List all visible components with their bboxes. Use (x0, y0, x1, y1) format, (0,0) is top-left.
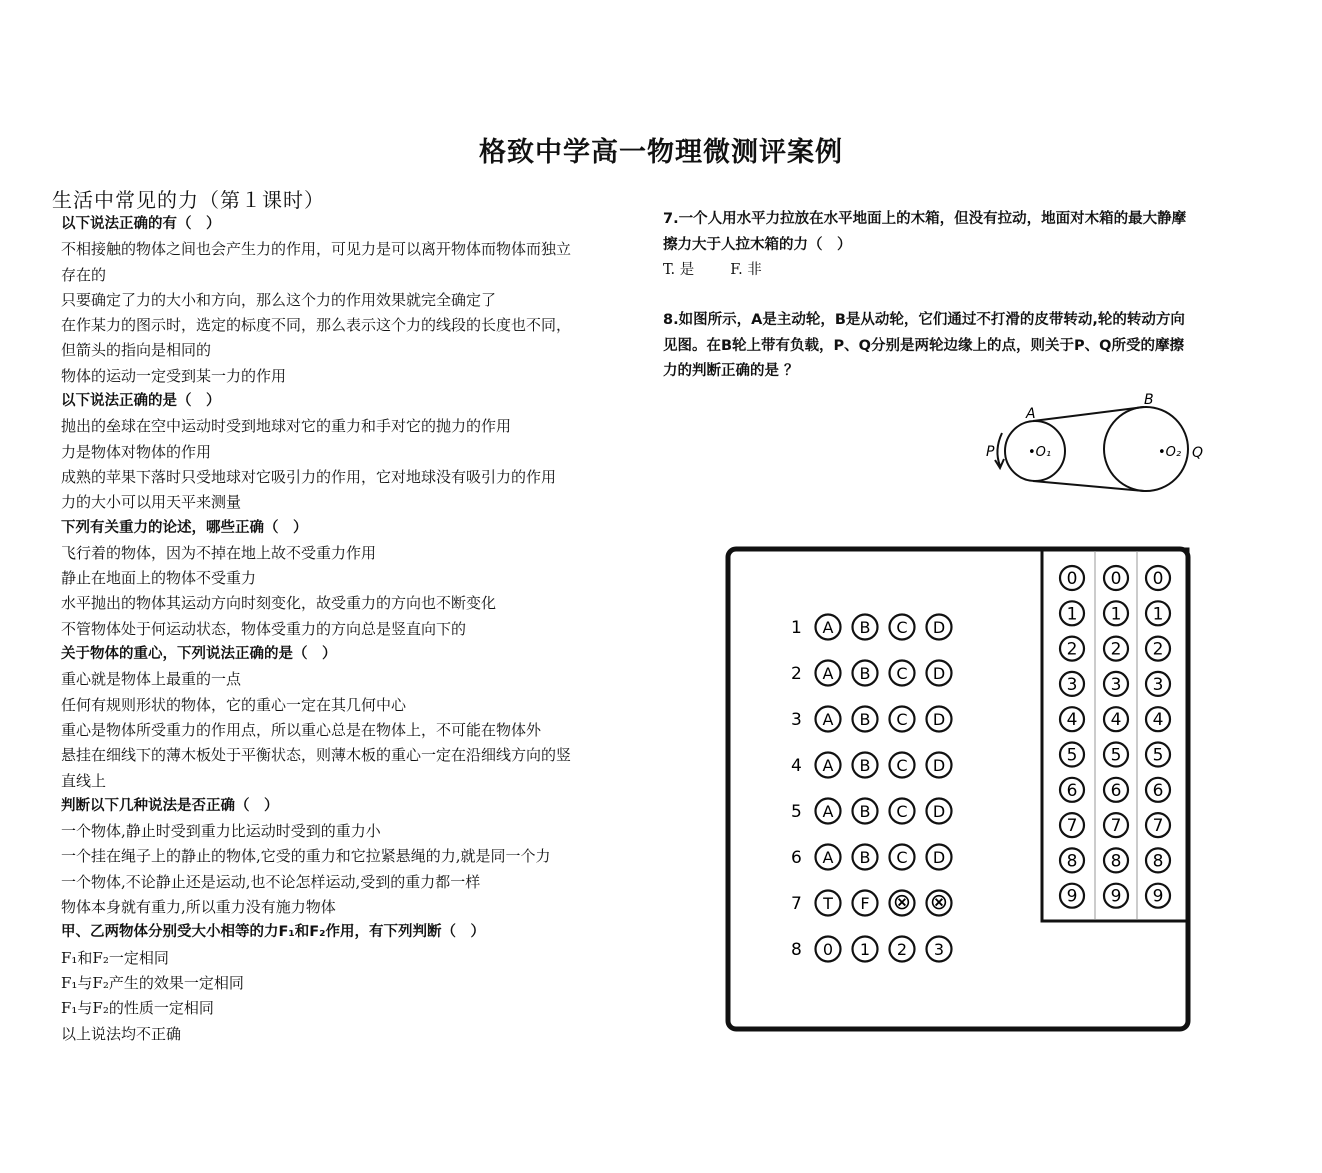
answer-row-number: 1 (791, 618, 802, 638)
answer-row-number: 7 (791, 894, 802, 914)
question-4-stem: 关于物体的重心，下列说法正确的是（ ） (61, 646, 337, 663)
question-1-stem: 以下说法正确的有（ ） (61, 216, 221, 232)
left-question-column (61, 212, 641, 1047)
id-digit-label: 5 (1066, 745, 1078, 766)
answer-bubble-label: C (896, 848, 908, 867)
answer-row-number: 8 (791, 940, 802, 960)
belt-pulley-figure (980, 388, 1220, 498)
question-8 (663, 308, 1283, 385)
question-2-option: 成熟的苹果下落时只受地球对它吸引力的作用，它对地球没有吸引力的作用 (61, 467, 557, 486)
question-1-option: 存在的 (61, 265, 107, 284)
id-digit-label: 8 (1110, 851, 1122, 872)
id-digit-label: 6 (1110, 780, 1122, 801)
answer-bubble-label: D (932, 802, 946, 821)
answer-sheet (724, 545, 1194, 1035)
question-5-option: 一个物体,不论静止还是运动,也不论怎样运动,受到的重力都一样 (61, 872, 481, 891)
question-2-option: 力是物体对物体的作用 (61, 442, 212, 461)
id-digit-label: 0 (1110, 569, 1122, 589)
question-1-option: 不相接触的物体之间也会产生力的作用，可见力是可以离开物体而物体而独立 (61, 240, 572, 259)
answer-bubble-label: C (896, 756, 908, 775)
question-4-option: 悬挂在细线下的薄木板处于平衡状态，则薄木板的重心一定在沿细线方向的竖 (61, 746, 572, 765)
question-5-option: 物体本身就有重力,所以重力没有施力物体 (61, 898, 336, 917)
question-7 (663, 207, 1283, 258)
id-digit-label: 4 (1152, 710, 1164, 731)
answer-bubble-label: T (823, 894, 833, 913)
id-digit-label: 5 (1110, 745, 1122, 766)
id-digit-label: 2 (1066, 639, 1078, 660)
answer-bubble-label: D (932, 710, 946, 729)
question-5-option: 一个挂在绳子上的静止的物体,它受的重力和它拉紧悬绳的力,就是同一个力 (61, 847, 551, 866)
id-digit-label: 9 (1152, 886, 1164, 907)
question-3-option: 不管物体处于何运动状态，物体受重力的方向总是竖直向下的 (61, 619, 467, 638)
section-subtitle: 生活中常见的力（第１课时） (52, 188, 325, 212)
answer-bubble-label: C (896, 802, 908, 821)
id-digit-label: 4 (1110, 710, 1122, 731)
question-2-stem: 以下说法正确的是（ ） (61, 393, 221, 410)
id-digit-label: 1 (1110, 604, 1122, 625)
rotation-arrow-icon (997, 433, 1002, 466)
question-3-option: 静止在地面上的物体不受重力 (61, 569, 257, 588)
question-3-option: 水平抛出的物体其运动方向时刻变化，故受重力的方向也不断变化 (61, 594, 497, 613)
question-4-option: 直线上 (61, 771, 107, 790)
answer-row-number: 6 (791, 848, 802, 868)
answer-bubble-label: B (859, 664, 871, 683)
id-digit-label: 8 (1066, 851, 1078, 872)
id-digit-label: 6 (1152, 780, 1164, 801)
question-3-option: 飞行着的物体，因为不掉在地上故不受重力作用 (61, 543, 377, 562)
question-5-option: 一个物体,静止时受到重力比运动时受到的重力小 (61, 822, 381, 841)
question-1-option: 只要确定了力的大小和方向，那么这个力的作用效果就完全确定了 (61, 290, 497, 309)
answer-row-number: 3 (791, 710, 802, 730)
option-false[interactable]: F. 非 (730, 262, 762, 278)
id-digit-label: 2 (1152, 639, 1164, 660)
option-true[interactable]: T. 是 (663, 262, 695, 278)
answer-bubble-label: A (822, 664, 834, 683)
answer-bubble-label: D (932, 756, 946, 775)
answer-bubble-label: D (932, 618, 946, 637)
id-digit-label: 7 (1152, 816, 1164, 837)
id-digit-label: 6 (1066, 780, 1078, 801)
question-8-line-2: 见图。在B轮上带有负载，P、Q分别是两轮边缘上的点，则关于P、Q所受的摩擦 (663, 337, 1184, 354)
id-digit-label: 3 (1110, 674, 1122, 695)
label-b: B (1144, 392, 1154, 408)
question-2-option: 力的大小可以用天平来测量 (61, 493, 242, 512)
question-8-line-3: 力的判断正确的是 ？ (663, 363, 799, 379)
question-1-option: 物体的运动一定受到某一力的作用 (61, 366, 287, 385)
answer-bubble-label: ⊗ (892, 890, 912, 915)
id-digit-label: 9 (1110, 886, 1122, 907)
label-o2: •O₂ (1158, 445, 1182, 460)
page-title: 格致中学高一物理微测评案例 (479, 137, 843, 168)
id-digit-label: 1 (1066, 604, 1078, 625)
id-digit-label: 9 (1066, 886, 1078, 907)
answer-row-number: 2 (791, 664, 802, 684)
question-7-line-1: 7.一个人用水平力拉放在水平地面上的木箱，但没有拉动，地面对木箱的最大静摩 (663, 211, 1187, 227)
label-q: Q (1192, 445, 1204, 461)
answer-row-number: 4 (791, 756, 802, 776)
answer-bubble-label: C (896, 618, 908, 637)
question-6-stem: 甲、乙两物体分别受大小相等的力F₁和F₂作用，有下列判断（ ） (61, 924, 486, 941)
answer-bubble-label: C (896, 710, 908, 729)
id-digit-label: 7 (1066, 816, 1078, 837)
question-6-option: F₁与F₂产生的效果一定相同 (61, 973, 244, 992)
id-digit-label: 2 (1110, 639, 1122, 660)
question-4-option: 重心是物体所受重力的作用点，所以重心总是在物体上，不可能在物体外 (61, 720, 542, 739)
id-digit-label: 1 (1152, 604, 1164, 625)
answer-bubble-label: B (859, 848, 871, 867)
question-3-stem: 下列有关重力的论述，哪些正确（ ） (61, 519, 308, 536)
question-7-line-2: 擦力大于人拉木箱的力（ ） (663, 236, 852, 253)
answer-bubble-label: D (932, 848, 946, 867)
question-4-option: 任何有规则形状的物体，它的重心一定在其几何中心 (61, 695, 407, 714)
id-digit-label: 5 (1152, 745, 1164, 766)
answer-bubble-label: B (859, 802, 871, 821)
answer-bubble-label: 3 (933, 940, 945, 959)
answer-bubble-label: A (822, 756, 834, 775)
answer-bubble-label: F (860, 894, 870, 913)
answer-bubble-label: B (859, 710, 871, 729)
answer-bubble-label: A (822, 618, 834, 637)
answer-bubble-label: 0 (822, 940, 834, 959)
id-digit-label: 8 (1152, 851, 1164, 872)
question-6-option: F₁和F₂一定相同 (61, 948, 169, 967)
answer-bubble-label: A (822, 848, 834, 867)
belt-top (1033, 407, 1144, 421)
answer-bubble-label: A (822, 710, 834, 729)
id-digit-label: 3 (1152, 674, 1164, 695)
answer-bubble-label: D (932, 664, 946, 683)
answer-bubble-label: A (822, 802, 834, 821)
answer-bubble-label: B (859, 618, 871, 637)
answer-bubble-label: 1 (859, 940, 871, 959)
question-6-option: 以上说法均不正确 (61, 1024, 182, 1043)
id-digit-label: 3 (1066, 674, 1078, 695)
question-8-line-1: 8.如图所示，A是主动轮，B是从动轮，它们通过不打滑的皮带转动,轮的转动方向 (663, 312, 1185, 328)
id-digit-label: 7 (1110, 816, 1122, 837)
answer-bubble-label: B (859, 756, 871, 775)
question-2-option: 抛出的垒球在空中运动时受到地球对它的重力和手对它的抛力的作用 (61, 417, 512, 436)
question-1-option: 但箭头的指向是相同的 (61, 341, 212, 360)
answer-bubble-label: C (896, 664, 908, 683)
id-digit-label: 0 (1152, 569, 1164, 589)
answer-row-number: 5 (791, 802, 802, 822)
question-5-stem: 判断以下几种说法是否正确（ ） (61, 797, 279, 814)
question-1-option: 在作某力的图示时，选定的标度不同，那么表示这个力的线段的长度也不同， (61, 316, 572, 335)
question-7-options (663, 258, 1283, 284)
label-a: A (1026, 406, 1036, 422)
answer-bubble-label: 2 (896, 940, 908, 959)
id-digit-label: 0 (1066, 569, 1078, 589)
label-o1: •O₁ (1028, 445, 1052, 460)
id-digit-label: 4 (1066, 710, 1078, 731)
question-4-option: 重心就是物体上最重的一点 (61, 670, 242, 689)
answer-bubble-label: ⊗ (929, 890, 949, 915)
label-p: P (986, 444, 995, 460)
question-6-option: F₁与F₂的性质一定相同 (61, 999, 214, 1018)
